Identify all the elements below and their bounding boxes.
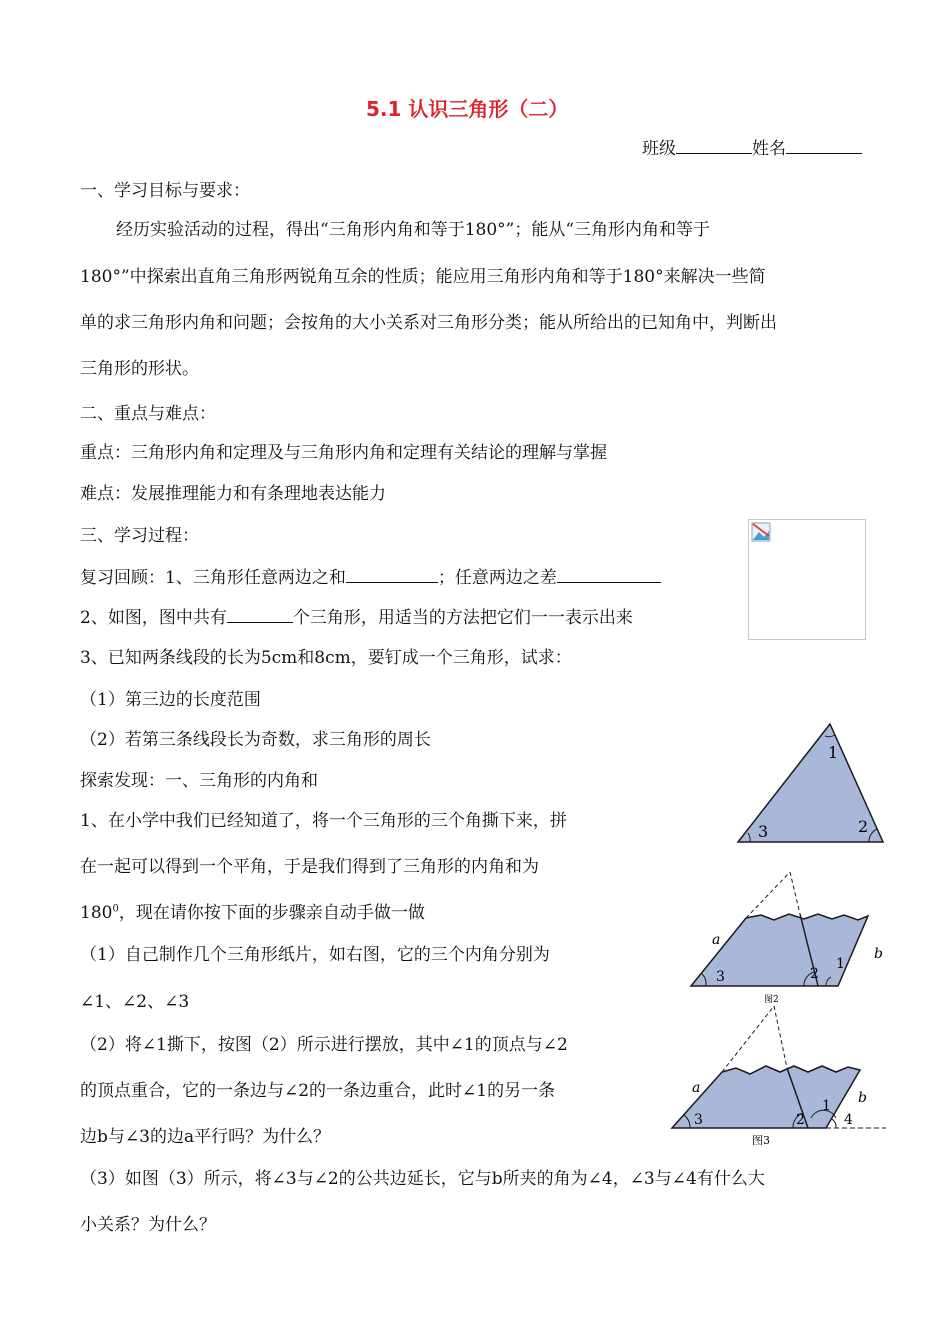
step-2-line-2: 的顶点重合，它的一条边与∠2的一条边重合，此时∠1的另一条 (80, 1081, 556, 1101)
question-2-text-a: 2、如图，图中共有 (80, 608, 227, 628)
class-name-line (642, 134, 862, 159)
fig3-label-2: 2 (796, 1112, 805, 1128)
explore-degree-sup: 0 (112, 903, 119, 915)
fig3-label-a: a (692, 1080, 701, 1096)
figure-1-triangle (730, 720, 890, 848)
fig2-label-3: 3 (716, 969, 725, 985)
step-1-line-1: （1）自己制作几个三角形纸片，如右图，它的三个内角分别为 (80, 945, 550, 965)
key-point: 重点：三角形内角和定理及与三角形内角和定理有关结论的理解与掌握 (80, 443, 607, 463)
section1-line-3: 单的求三角形内角和问题；会按角的大小关系对三角形分类；能从所给出的已知角中，判断出 (80, 313, 777, 333)
name-blank[interactable] (786, 137, 862, 154)
fig3-angle-4-arc (832, 1119, 836, 1128)
section1-line-4: 三角形的形状。 (80, 359, 199, 379)
section3-heading: 三、学习过程： (80, 526, 199, 546)
class-label: 班级 (642, 139, 676, 159)
figure-2 (686, 868, 896, 1008)
section2-heading: 二、重点与难点： (80, 404, 216, 424)
step-3-line-1: （3）如图（3）所示，将∠3与∠2的公共边延长，它与b所夹的角为∠4，∠3与∠4有什么大 (80, 1169, 765, 1189)
section1-line-2: 180°”中探索出直角三角形两锐角互余的性质；能应用三角形内角和等于180°来解决一些简 (80, 267, 766, 287)
fig3-caption: 图3 (752, 1134, 770, 1147)
class-blank[interactable] (676, 137, 752, 154)
step-1-line-2: ∠1、∠2、∠3 (80, 992, 190, 1012)
fig2-label-b: b (874, 946, 883, 962)
fig2-label-1: 1 (836, 956, 845, 972)
fig2-dashed-left (746, 872, 790, 918)
triangle-count-blank[interactable] (227, 606, 293, 623)
explore-p1-line-3-rest: ，现在请你按下面的步骤亲自动手做一做 (118, 903, 425, 923)
review-text-a: 复习回顾：1、三角形任意两边之和 (80, 568, 346, 588)
section1-line-1: 经历实验活动的过程，得出“三角形内角和等于180°”；能从“三角形内角和等于 (116, 220, 711, 240)
explore-p1-line-3 (80, 898, 425, 923)
fig3-dashed-left (722, 1006, 774, 1072)
fig3-dashed-right (774, 1006, 787, 1068)
fig1-label-1: 1 (828, 743, 839, 762)
fig2-dashed-right (790, 872, 800, 914)
fig3-label-b: b (858, 1090, 867, 1106)
sum-blank[interactable] (346, 566, 438, 583)
review-text-b: ；任意两边之差 (437, 568, 557, 588)
page-title: 5.1 认识三角形（二） (366, 97, 569, 121)
question-2 (80, 603, 633, 628)
question-3-part-2: （2）若第三条线段长为奇数，求三角形的周长 (80, 730, 431, 750)
step-2-line-1: （2）将∠1撕下，按图（2）所示进行摆放，其中∠1的顶点与∠2 (80, 1035, 568, 1055)
step-2-line-3: 边b与∠3的边a平行吗？为什么？ (80, 1127, 331, 1147)
difference-blank[interactable] (557, 566, 661, 583)
name-label: 姓名 (752, 139, 786, 159)
broken-image-placeholder (748, 519, 866, 640)
explore-p1-line-2: 在一起可以得到一个平角，于是我们得到了三角形的内角和为 (80, 857, 539, 877)
question-2-text-b: 个三角形，用适当的方法把它们一一表示出来 (292, 608, 633, 628)
figure-3 (668, 1000, 892, 1148)
question-3-part-1: （1）第三边的长度范围 (80, 690, 261, 710)
question-3: 3、已知两条线段的长为5cm和8cm，要钉成一个三角形，试求： (80, 648, 572, 668)
review-line (80, 563, 661, 588)
step-3-line-2: 小关系？为什么？ (80, 1215, 216, 1235)
fig3-label-1: 1 (822, 1098, 831, 1114)
difficulty: 难点：发展推理能力和有条理地表达能力 (80, 484, 386, 504)
explore-heading: 探索发现：一、三角形的内角和 (80, 771, 318, 791)
fig3-label-3: 3 (694, 1112, 703, 1128)
fig3-label-4: 4 (844, 1112, 853, 1128)
explore-p1-line-1: 1、在小学中我们已经知道了，将一个三角形的三个角撕下来，拼 (80, 811, 567, 831)
broken-image-icon (751, 522, 773, 544)
fig2-label-a: a (712, 932, 721, 948)
fig2-label-2: 2 (810, 966, 819, 982)
fig2-caption: 图2 (764, 995, 779, 1005)
explore-degree-number: 180 (80, 903, 113, 923)
fig1-label-2: 2 (858, 817, 869, 836)
section1-heading: 一、学习目标与要求： (80, 181, 250, 201)
fig1-label-3: 3 (758, 822, 769, 841)
